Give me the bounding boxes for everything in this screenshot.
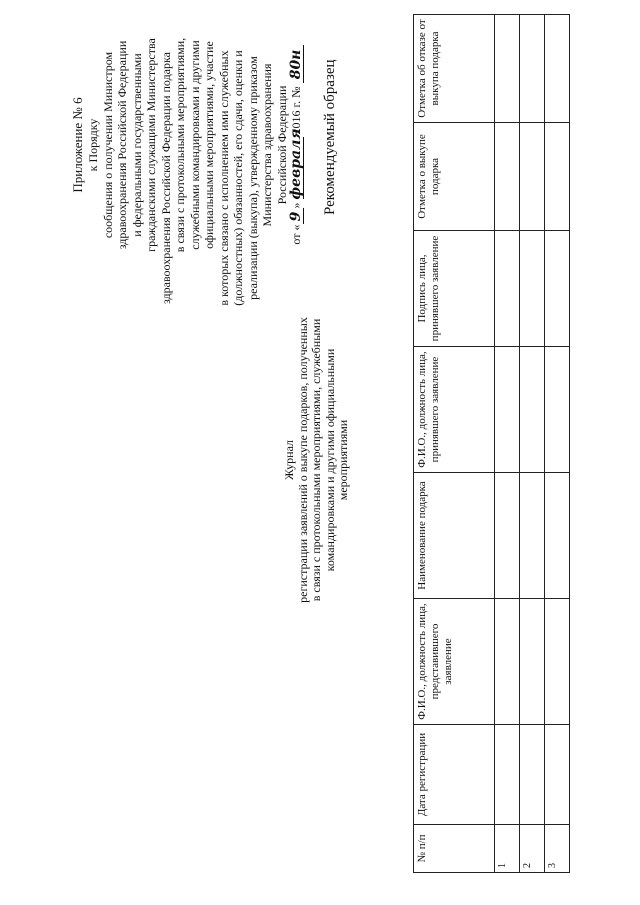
- table-cell: 2: [520, 825, 545, 873]
- appendix-line: Министерства здравоохранения: [260, 63, 274, 227]
- table-cell: [520, 725, 545, 825]
- column-header-submitter: Ф.И.О., должность лица, представившего заявление: [414, 599, 495, 725]
- appendix-line: в связи с протокольными мероприятиями,: [173, 37, 187, 253]
- column-header-receiver: Ф.И.О., должность лица, принявшего заявление: [414, 347, 495, 473]
- column-header-buyout-mark: Отметка о выкупе подарка: [414, 123, 495, 231]
- table-cell: 3: [545, 825, 570, 873]
- appendix-line: в которых связано с исполнением ими служебных: [216, 50, 231, 306]
- appendix-header: [70, 25, 304, 306]
- journal-subtitle-line: в связи с протокольными мероприятиями, служебными: [309, 318, 323, 602]
- appendix-line: Российской Федерации: [274, 85, 289, 205]
- column-header-receiver-signature: Подпись лица, принявшего заявление: [414, 231, 495, 347]
- appendix-line: к Порядку: [86, 118, 100, 172]
- table-cell: [495, 599, 520, 725]
- table-row: [495, 15, 520, 873]
- table-cell: [545, 231, 570, 347]
- table-cell: [520, 231, 545, 347]
- appendix-title: Приложение № 6: [70, 97, 85, 193]
- handwritten-month: февраля: [288, 128, 304, 200]
- column-header-registration-date: Дата регистрации: [414, 725, 495, 825]
- table-cell: [495, 347, 520, 473]
- appendix-line: здравоохранения Российской Федерации подарка: [158, 52, 173, 304]
- table-cell: [545, 347, 570, 473]
- journal-title: Журнал: [282, 440, 296, 481]
- table-cell: [520, 599, 545, 725]
- order-year: 2016 г. №: [289, 86, 303, 135]
- appendix-line: здравоохранения Российской Федерации: [115, 40, 129, 250]
- table-header-row: [414, 15, 495, 873]
- table-cell: [495, 473, 520, 599]
- journal-subtitle-line: командировками и другими официальными мероприятиями: [322, 348, 350, 572]
- appendix-line: и федеральными государственными: [129, 53, 144, 237]
- table-cell: [545, 725, 570, 825]
- table-cell: [545, 15, 570, 123]
- appendix-line: служебными командировками и другими: [187, 40, 202, 250]
- table-cell: [545, 123, 570, 231]
- table-cell: [545, 473, 570, 599]
- table-cell: [495, 231, 520, 347]
- date-mid: »: [289, 202, 303, 209]
- table-cell: [520, 123, 545, 231]
- table-cell: [495, 123, 520, 231]
- table-cell: [520, 15, 545, 123]
- column-header-gift-name: Наименование подарка: [414, 473, 495, 599]
- appendix-line: официальными мероприятиями, участие: [202, 41, 216, 249]
- column-header-number: № п/п: [414, 825, 495, 873]
- handwritten-order-number: 80н: [290, 45, 304, 83]
- registration-journal-table: [413, 14, 570, 873]
- appendix-line: реализации (выкупа), утвержденному приказом: [245, 56, 260, 300]
- table-row: [545, 15, 570, 873]
- appendix-line: гражданскими служащими Министерства: [144, 38, 158, 252]
- table-cell: [520, 473, 545, 599]
- table-cell: 1: [495, 825, 520, 873]
- table-cell: [520, 347, 545, 473]
- appendix-line: (должностных) обязанностей, его сдачи, оценки и: [231, 50, 245, 306]
- table-cell: [545, 599, 570, 725]
- handwritten-day: 9: [290, 208, 304, 224]
- appendix-line: сообщения о получении Министром: [100, 51, 115, 239]
- table-cell: [495, 15, 520, 123]
- table-row: [520, 15, 545, 873]
- column-header-refusal-mark: Отметка об отказе от выкупа подарка: [414, 15, 495, 123]
- date-prefix: от «: [289, 224, 303, 245]
- order-date-line: [289, 25, 304, 265]
- recommended-sample-label: Рекомендуемый образец: [322, 59, 338, 215]
- journal-subtitle-line: регистрации заявлений о выкупе подарков, полученных: [295, 317, 310, 603]
- table-cell: [495, 725, 520, 825]
- journal-title-block: [283, 310, 351, 610]
